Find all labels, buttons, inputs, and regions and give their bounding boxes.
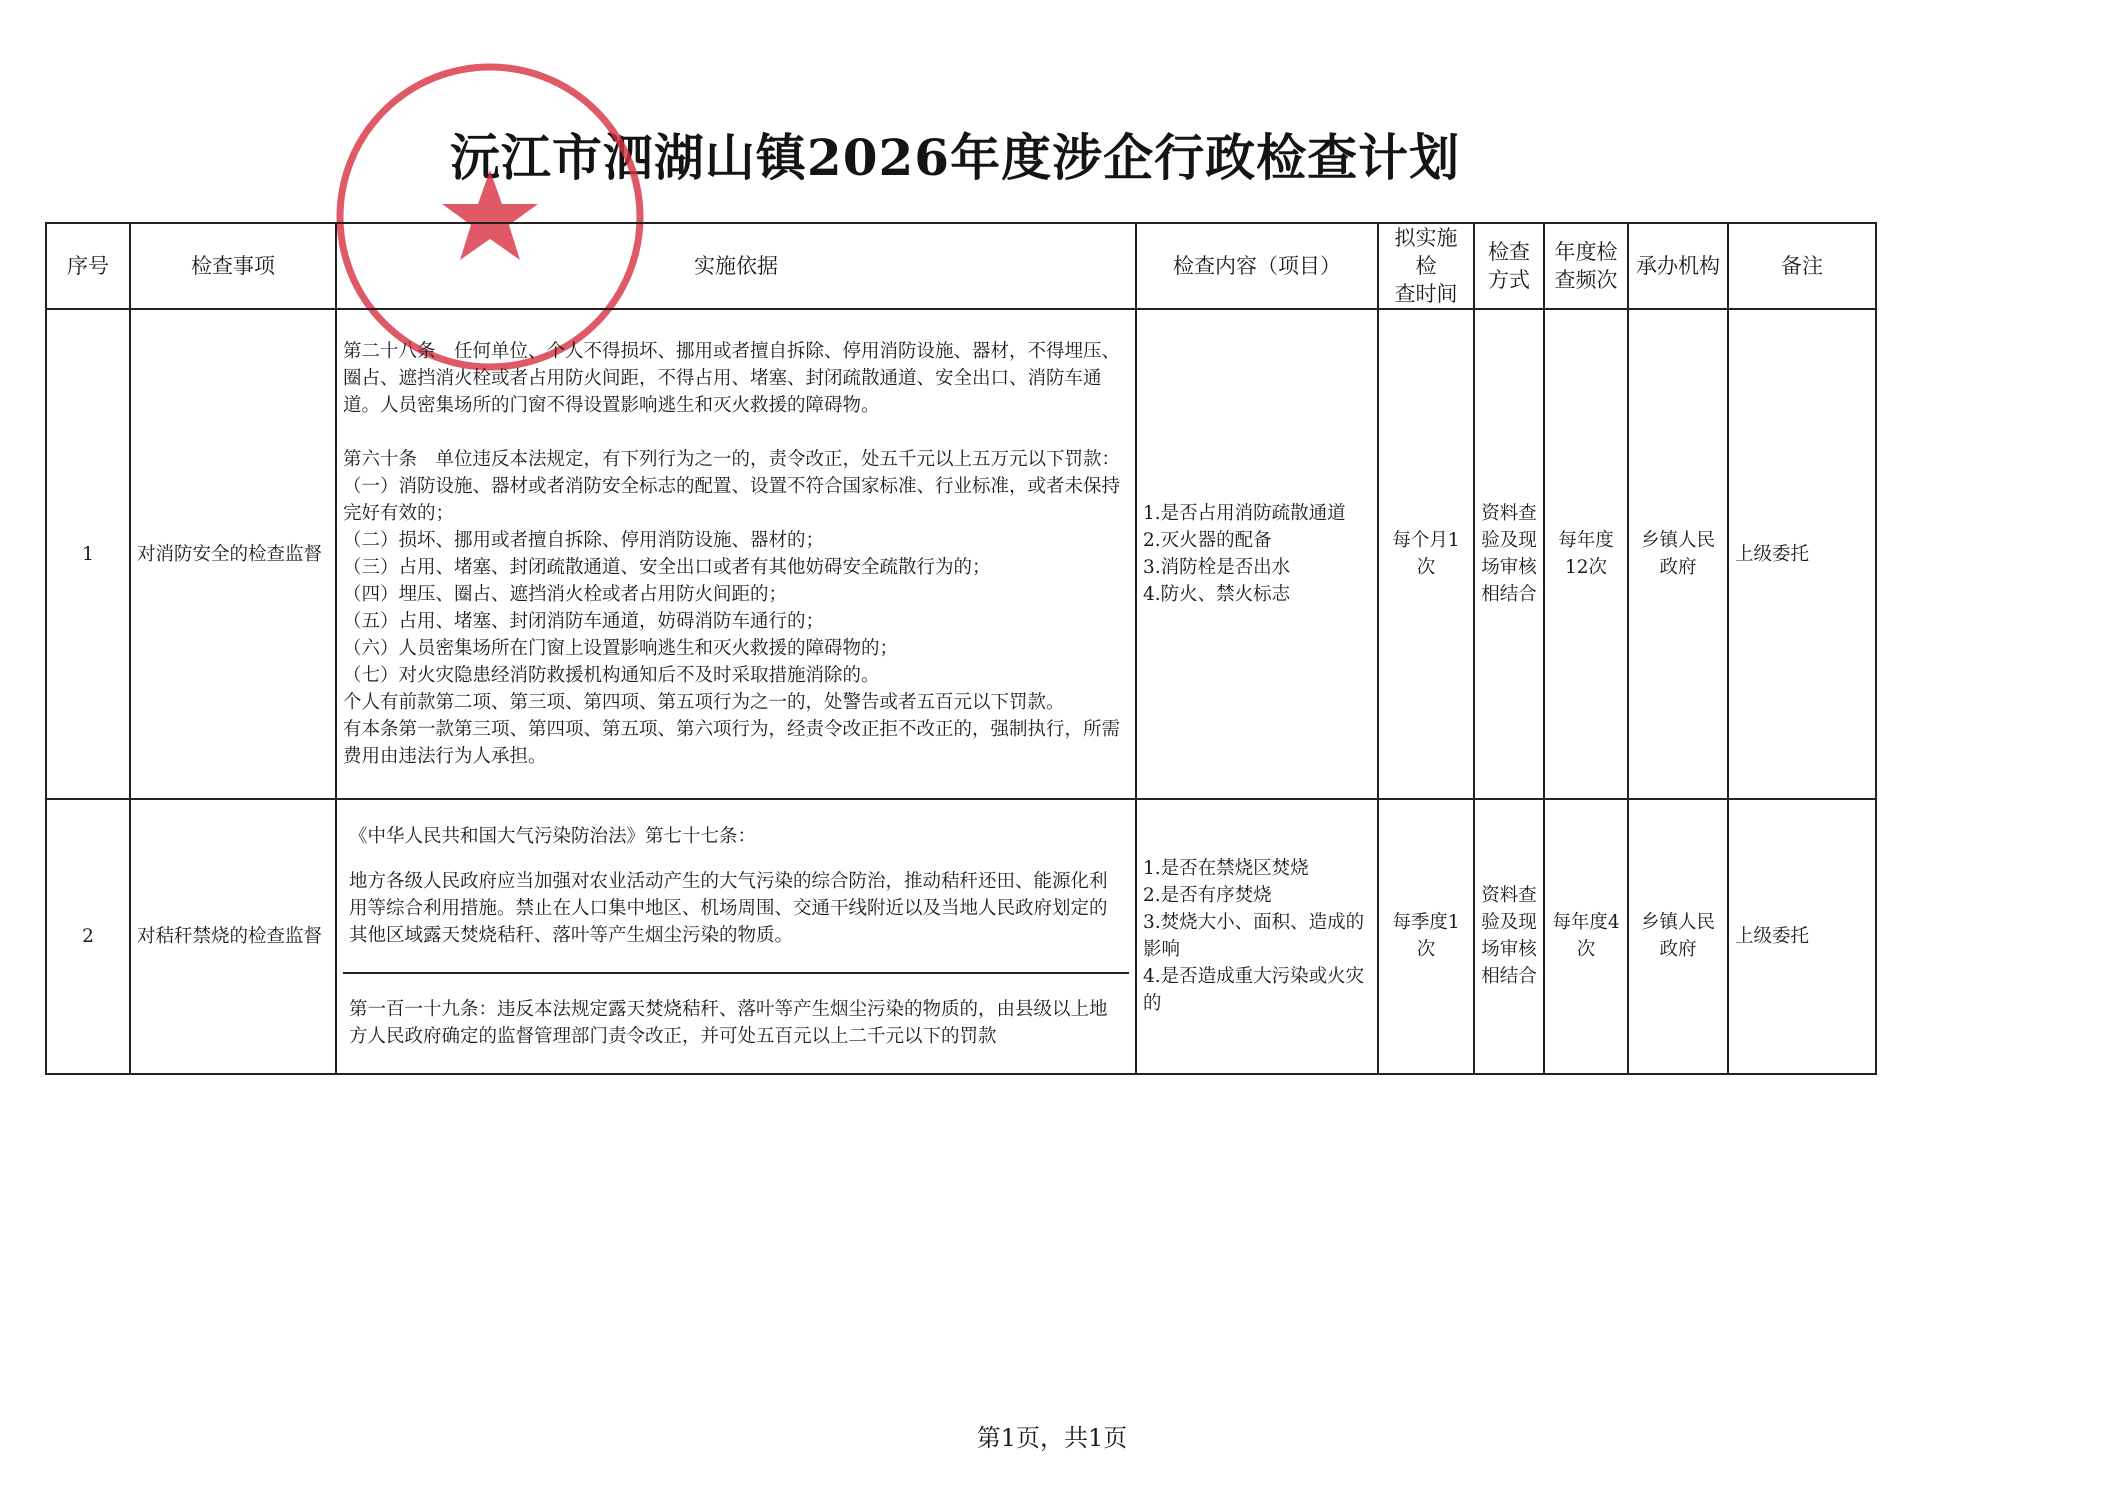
row-content [1136,799,1378,1074]
basis-paragraph: 有本条第一款第三项、第四项、第五项、第六项行为，经责令改正拒不改正的，强制执行，所需费用由违法行为人承担。 [343,719,1121,767]
header-time-line2: 查时间 [1394,282,1458,306]
row-content [1136,309,1378,799]
basis-paragraph: （四）埋压、圈占、遮挡消火栓或者占用防火间距的； [343,584,788,605]
table-row [46,309,1876,799]
basis-part-penalty [343,972,1129,1073]
basis-part-law [343,800,1129,972]
basis-paragraph: （六）人员密集场所在门窗上设置影响逃生和灭火救援的障碍物的； [343,638,899,659]
row-basis [336,799,1136,1074]
content-item: 2.灭火器的配备 [1143,530,1272,551]
basis-paragraph: （三）占用、堵塞、封闭疏散通道、安全出口或者有其他妨碍安全疏散行为的； [343,557,991,578]
header-method-line2: 方式 [1488,268,1530,292]
page-title: 沅江市泗湖山镇2026年度涉企行政检查计划 [449,128,1461,187]
basis-paragraph: （一）消防设施、器材或者消防安全标志的配置、设置不符合国家标准、行业标准，或者未保持完好有效的； [343,476,1121,524]
content-item: 3.消防栓是否出水 [1143,557,1291,578]
basis-paragraph: 地方各级人民政府应当加强对农业活动产生的大气污染的综合防治，推动秸秆还田、能源化利用等综合利用措施。禁止在人口集中地区、机场周围、交通干线附近以及当地人民政府划定的其他区域露天焚烧秸秆、落叶等产生烟尘污染的物质。 [349,871,1108,946]
basis-paragraph: 第一百一十九条：违反本法规定露天焚烧秸秆、落叶等产生烟尘污染的物质的，由县级以上地方人民政府确定的监督管理部门责令改正，并可处五百元以上二千元以下的罚款 [349,999,1108,1047]
basis-paragraph: （五）占用、堵塞、封闭消防车通道，妨碍消防车通行的； [343,611,825,632]
page-number: 第1页，共1页 [976,1424,1128,1452]
header-note: 备注 [1728,223,1876,309]
row-frequency: 每年度4次 [1544,799,1628,1074]
basis-paragraph: 第六十条 单位违反本法规定，有下列行为之一的，责令改正，处五千元以上五万元以下罚款： [343,449,1121,470]
header-content: 检查内容（项目） [1136,223,1378,309]
row-organization: 乡镇人民政府 [1628,799,1728,1074]
row-time: 每个月1次 [1378,309,1474,799]
content-item: 4.防火、禁火标志 [1143,584,1291,605]
basis-paragraph: 《中华人民共和国大气污染防治法》第七十七条： [349,825,757,847]
inspection-plan-table [45,222,1877,1075]
row-time: 每季度1次 [1378,799,1474,1074]
header-frequency-line1: 年度检 [1554,240,1618,264]
row-seq: 2 [46,799,130,1074]
row-note: 上级委托 [1728,309,1876,799]
content-item: 1.是否在禁烧区焚烧 [1143,858,1309,880]
table-row [46,799,1876,1074]
content-item: 1.是否占用消防疏散通道 [1143,503,1346,524]
header-method-line1: 检查 [1488,240,1530,264]
row-organization: 乡镇人民政府 [1628,309,1728,799]
basis-paragraph: （七）对火灾隐患经消防救援机构通知后不及时采取措施消除的。 [343,665,880,686]
header-basis: 实施依据 [336,223,1136,309]
header-organization: 承办机构 [1628,223,1728,309]
row-frequency: 每年度12次 [1544,309,1628,799]
content-item: 3.焚烧大小、面积、造成的影响 [1143,912,1365,961]
row-item: 对秸秆禁烧的检查监督 [130,799,336,1074]
header-seq: 序号 [46,223,130,309]
row-note: 上级委托 [1728,799,1876,1074]
row-basis [336,309,1136,799]
basis-paragraph: （二）损坏、挪用或者擅自拆除、停用消防设施、器材的； [343,530,825,551]
header-frequency-line2: 查频次 [1554,268,1618,292]
basis-paragraph: 第二十八条 任何单位、个人不得损坏、挪用或者擅自拆除、停用消防设施、器材，不得埋压、圈占、遮挡消火栓或者占用防火间距，不得占用、堵塞、封闭疏散通道、安全出口、消防车通道。人员密集场所的门窗不得设置影响逃生和灭火救援的障碍物。 [343,341,1121,416]
header-time-line1: 拟实施检 [1394,226,1458,278]
row-method: 资料查验及现场审核相结合 [1474,309,1544,799]
header-time [1378,223,1474,309]
header-row [46,223,1876,309]
header-frequency [1544,223,1628,309]
header-method [1474,223,1544,309]
basis-paragraph: 个人有前款第二项、第三项、第四项、第五项行为之一的，处警告或者五百元以下罚款。 [343,692,1065,713]
content-item: 2.是否有序焚烧 [1143,885,1272,907]
content-item: 4.是否造成重大污染或火灾的 [1143,966,1365,1015]
row-item: 对消防安全的检查监督 [130,309,336,799]
row-method: 资料查验及现场审核相结合 [1474,799,1544,1074]
header-item: 检查事项 [130,223,336,309]
row-seq: 1 [46,309,130,799]
